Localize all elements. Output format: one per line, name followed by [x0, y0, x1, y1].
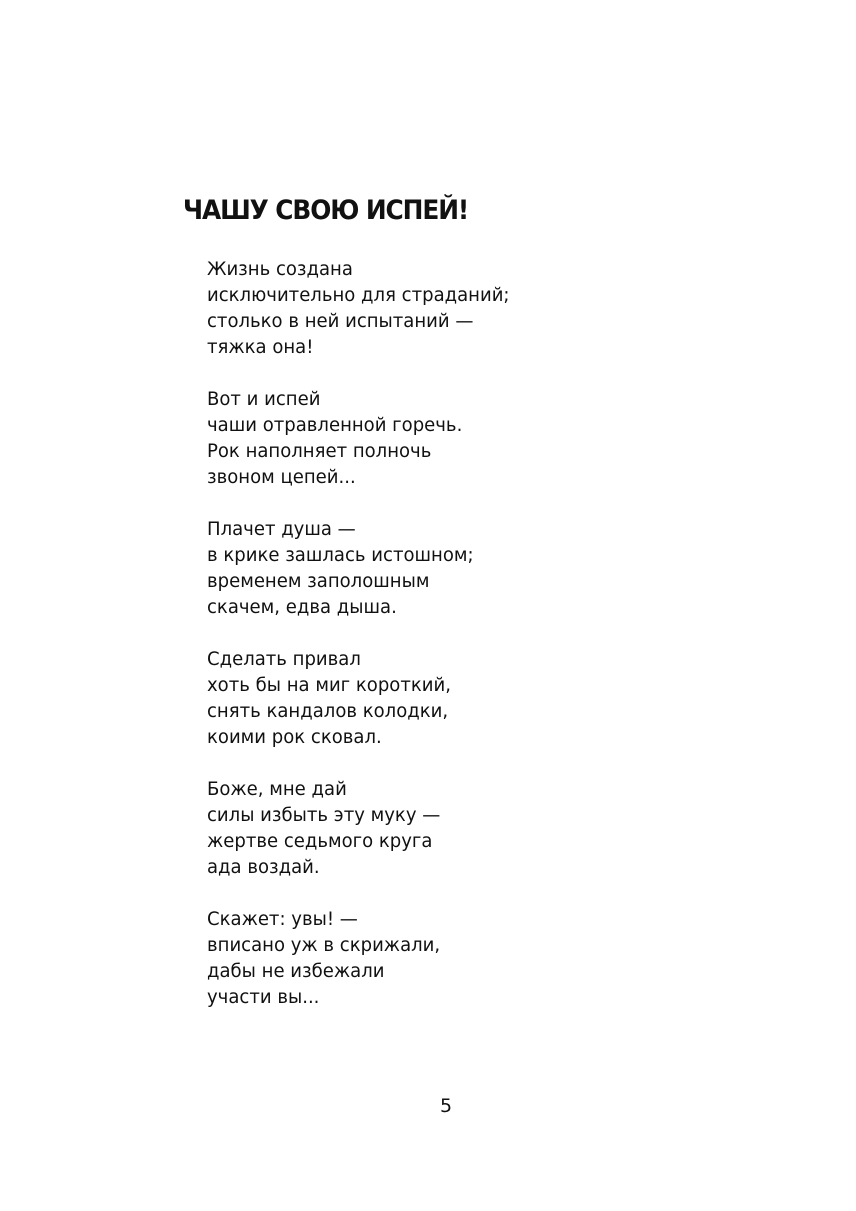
poem-line: жертве седьмого круга [207, 830, 433, 852]
stanza [207, 646, 807, 750]
stanza [207, 776, 807, 880]
poem-line: столько в ней испытаний — [207, 310, 474, 332]
stanza [207, 386, 807, 490]
poem-line: ада воздай. [207, 856, 320, 878]
poem-line: коими рок сковал. [207, 726, 382, 748]
poem-line: исключительно для страданий; [207, 284, 510, 306]
poem-line: Сделать привал [207, 648, 361, 670]
poem-line: Боже, мне дай [207, 778, 347, 800]
poem-line: чаши отравленной горечь. [207, 414, 463, 436]
poem-line: Скажет: увы! — [207, 908, 358, 930]
stanza [207, 906, 807, 1010]
page-number: 5 [439, 1095, 453, 1117]
poem-line: временем заполошным [207, 570, 430, 592]
poem-line: Жизнь создана [207, 258, 353, 280]
poem-line: Плачет душа — [207, 518, 356, 540]
poem-line: силы избыть эту муку — [207, 804, 441, 826]
poem-line: дабы не избежали [207, 960, 385, 982]
poem-line: тяжка она! [207, 336, 314, 358]
poem-line: снять кандалов колодки, [207, 700, 449, 722]
poem-title: ЧАШУ СВОЮ ИСПЕЙ! [183, 195, 469, 226]
poem-line: звоном цепей... [207, 466, 356, 488]
poem-line: Вот и испей [207, 388, 321, 410]
poem-line: хоть бы на миг короткий, [207, 674, 451, 696]
stanza [207, 256, 807, 360]
poem-line: в крике зашлась истошном; [207, 544, 474, 566]
poem-line: вписано уж в скрижали, [207, 934, 441, 956]
stanza [207, 516, 807, 620]
poem-line: скачем, едва дыша. [207, 596, 397, 618]
poem-body [207, 256, 807, 1036]
poem-line: Рок наполняет полночь [207, 440, 432, 462]
poem-line: участи вы... [207, 986, 320, 1008]
